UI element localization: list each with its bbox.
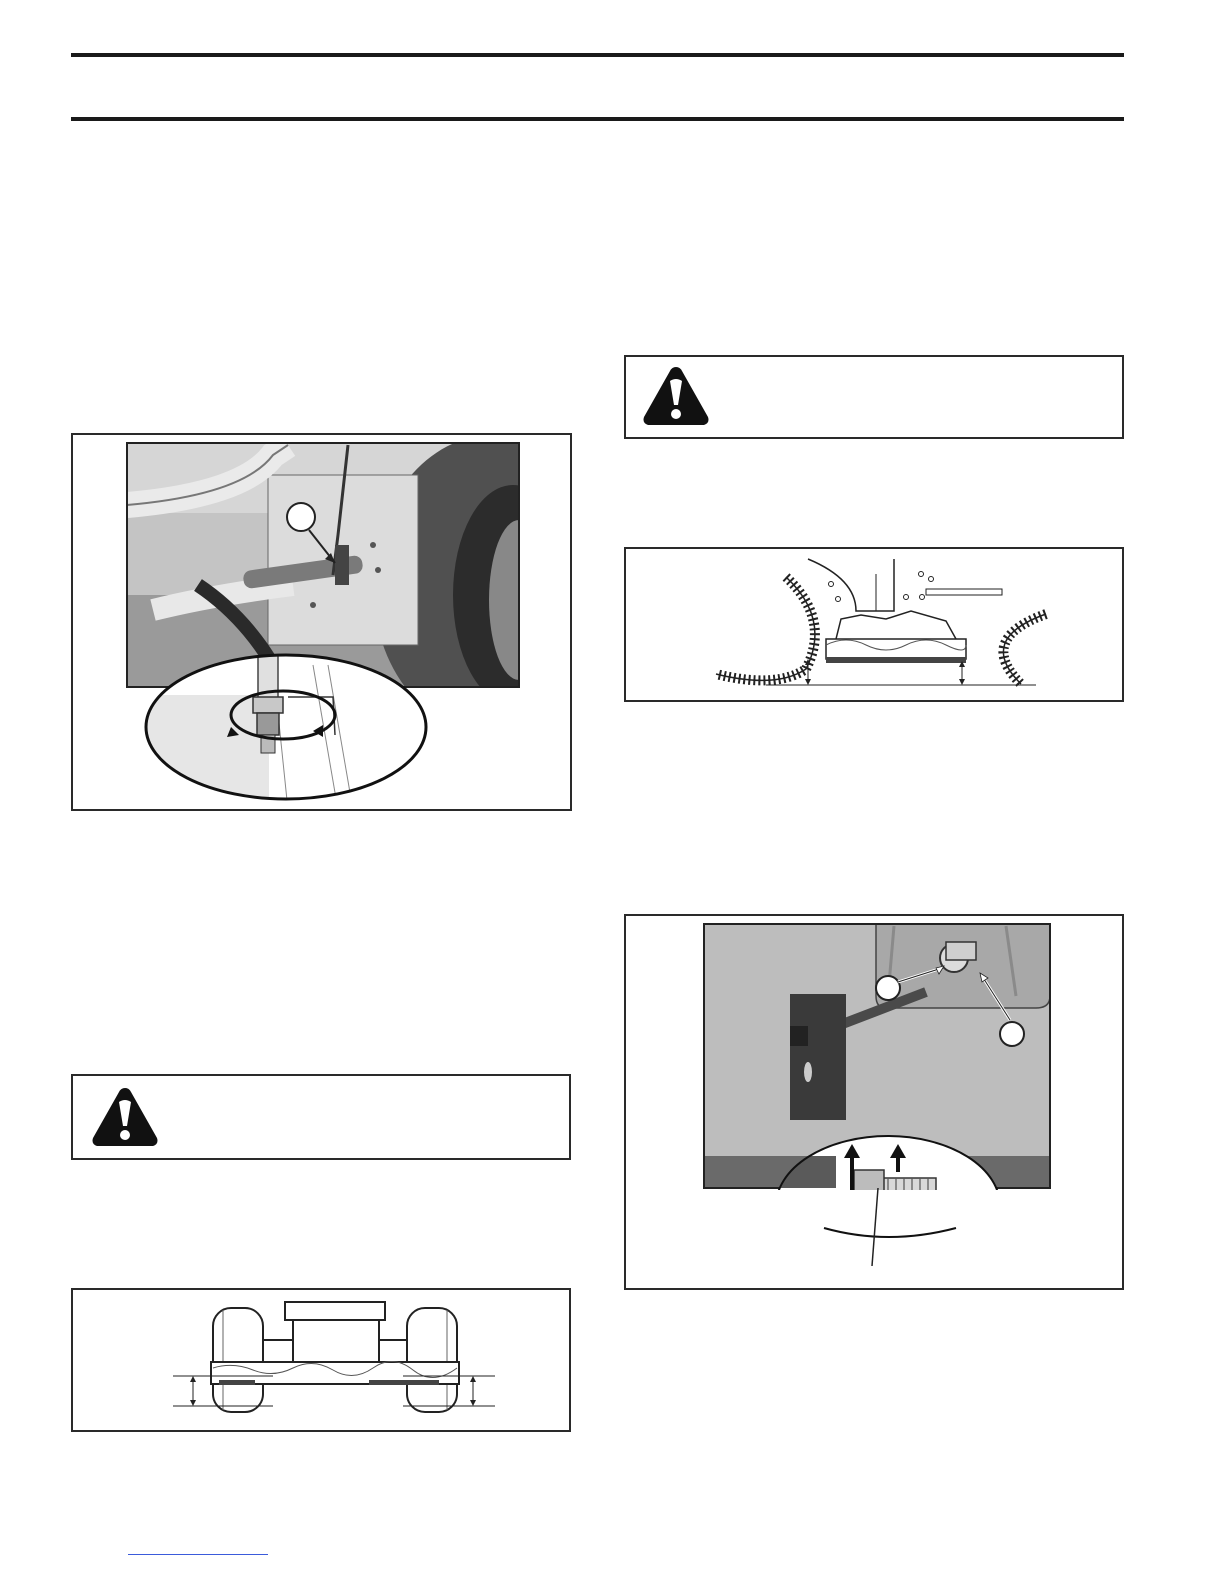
figure-side-deck-level [624, 547, 1124, 702]
footer-link-underline[interactable] [128, 1554, 268, 1555]
figure-stabilizer-adjustment [624, 914, 1124, 1290]
lift-adjustment-illustration [73, 435, 570, 809]
warning-box-left [71, 1074, 571, 1160]
stabilizer-nut-adjustment-illustration [626, 916, 1122, 1288]
header-rule-top [71, 53, 1124, 57]
figure-lift-adjustment [71, 433, 572, 811]
warning-box-right [624, 355, 1124, 439]
header-rule-bottom [71, 117, 1124, 121]
figure-front-deck-level [71, 1288, 571, 1432]
warning-triangle-icon [642, 365, 710, 427]
warning-triangle-icon [91, 1086, 159, 1148]
front-deck-leveling-diagram [73, 1290, 569, 1430]
side-deck-leveling-diagram [626, 549, 1122, 700]
